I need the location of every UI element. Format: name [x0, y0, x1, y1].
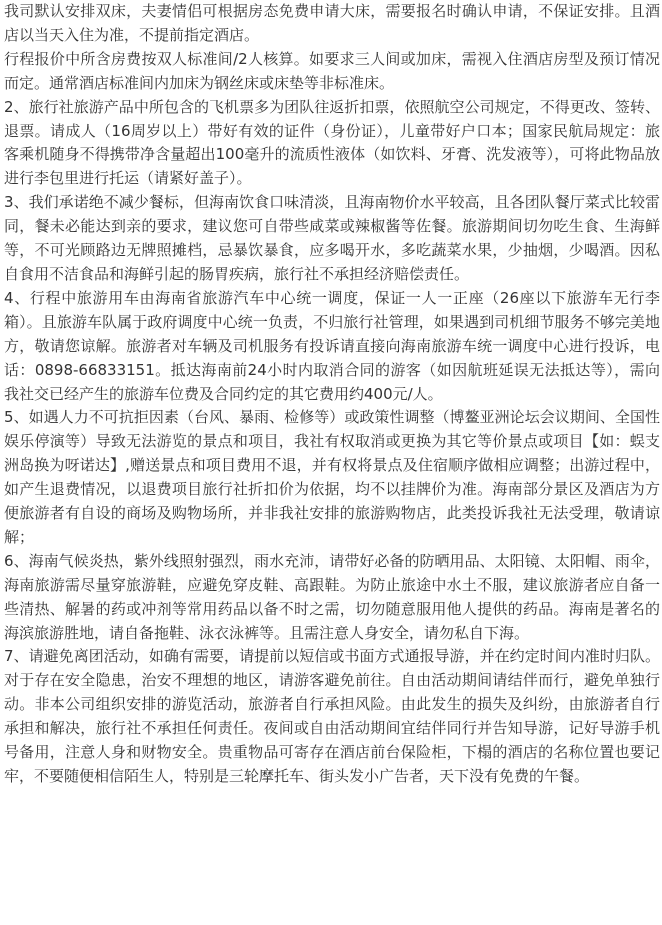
paragraph-item-5-force-majeure: 5、如遇人力不可抗拒因素（台风、暴雨、检修等）或政策性调整（博鳌亚洲论坛会议期间、全国性娱乐停演等）导致无法游览的景点和项目，我社有权取消或更换为其它等价景点或项目【如：蜈支洲岛换为呀诺达】,赠送景点和项目费用不退，并有权将景点及住宿顺序做相应调整；出游过程中，如产生退费情况，以退费项目旅行社折扣价为依据，均不以挂牌价为准。海南部分景区及酒店为方便旅游者有自设的商场及购物场所，并非我社安排的旅游购物店，此类投诉我社无法受理，敬请谅解；	[4, 408, 660, 546]
paragraph-item-3-meals: 3、我们承诺绝不减少餐标，但海南饮食口味清淡，且海南物价水平较高，且各团队餐厅菜式比较雷同，餐未必能达到亲的要求，建议您可自带些咸菜或辣椒酱等佐餐。旅游期间切勿吃生食、生海鲜等，不可光顾路边无牌照摊档，忌暴饮暴食，应多喝开水，多吃蔬菜水果，少抽烟，少喝酒。因私自食用不洁食品和海鲜引起的肠胃疾病，旅行社不承担经济赔偿责任。	[4, 193, 660, 283]
paragraph-item-4-transport: 4、行程中旅游用车由海南省旅游汽车中心统一调度，保证一人一正座（26座以下旅游车无行李箱）。且旅游车队属于政府调度中心统一负责，不归旅行社管理，如果遇到司机细节服务不够完美地方，敬请您谅解。旅游者对车辆及司机服务有投诉请直接向海南旅游车统一调度中心进行投诉，电话：0898-66833151。抵达海南前24小时内取消合同的游客（如因航班延误无法抵达等），需向我社交已经产生的旅游车位费及合同约定的其它费用约400元/人。	[4, 288, 660, 403]
paragraph-room-rate: 行程报价中所含房费按双人标准间/2人核算。如要求三人间或加床，需视入住酒店房型及预订情况而定。通常酒店标准间内加床为钢丝床或床垫等非标准床。	[4, 49, 660, 92]
paragraph-item-7-safety: 7、请避免离团活动，如确有需要，请提前以短信或书面方式通报导游，并在约定时间内准时归队。对于存在安全隐患，治安不理想的地区，请游客避免前往。自由活动期间请结伴而行，避免单独行动。非本公司组织安排的游览活动，旅游者自行承担风险。由此发生的损失及纠纷，由旅游者自行承担和解决，旅行社不承担任何责任。夜间或自由活动期间宜结伴同行并告知导游，记好导游手机号备用，注意人身和财物安全。贵重物品可寄存在酒店前台保险柜，下榻的酒店的名称位置也要记牢，不要随便相信陌生人，特别是三轮摩托车、街头发小广告者，天下没有免费的午餐。	[4, 647, 660, 785]
paragraph-item-2-flight-tickets: 2、旅行社旅游产品中所包含的飞机票多为团队往返折扣票，依照航空公司规定，不得更改、签转、退票。请成人（16周岁以上）带好有效的证件（身份证），儿童带好户口本；国家民航局规定：旅客乘机随身不得携带净含量超出100毫升的流质性液体（如饮料、牙膏、洗发液等），可将此物品放进行李包里进行托运（请紧好盖子）。	[4, 97, 660, 188]
paragraph-item-6-climate: 6、海南气候炎热，紫外线照射强烈，雨水充沛，请带好必备的防晒用品、太阳镜、太阳帽、雨伞，海南旅游需尽量穿旅游鞋，应避免穿皮鞋、高跟鞋。为防止旅途中水土不服，建议旅游者应自备一些清热、解暑的药或冲剂等常用药品以备不时之需，切勿随意服用他人提供的药品。海南是著名的海滨旅游胜地，请自备拖鞋、泳衣泳裤等。且需注意人身安全，请勿私自下海。	[4, 551, 660, 642]
paragraph-bed-arrangement: 我司默认安排双床，夫妻情侣可根据房态免费申请大床，需要报名时确认申请，不保证安排。且酒店以当天入住为准，不提前指定酒店。	[4, 2, 660, 44]
